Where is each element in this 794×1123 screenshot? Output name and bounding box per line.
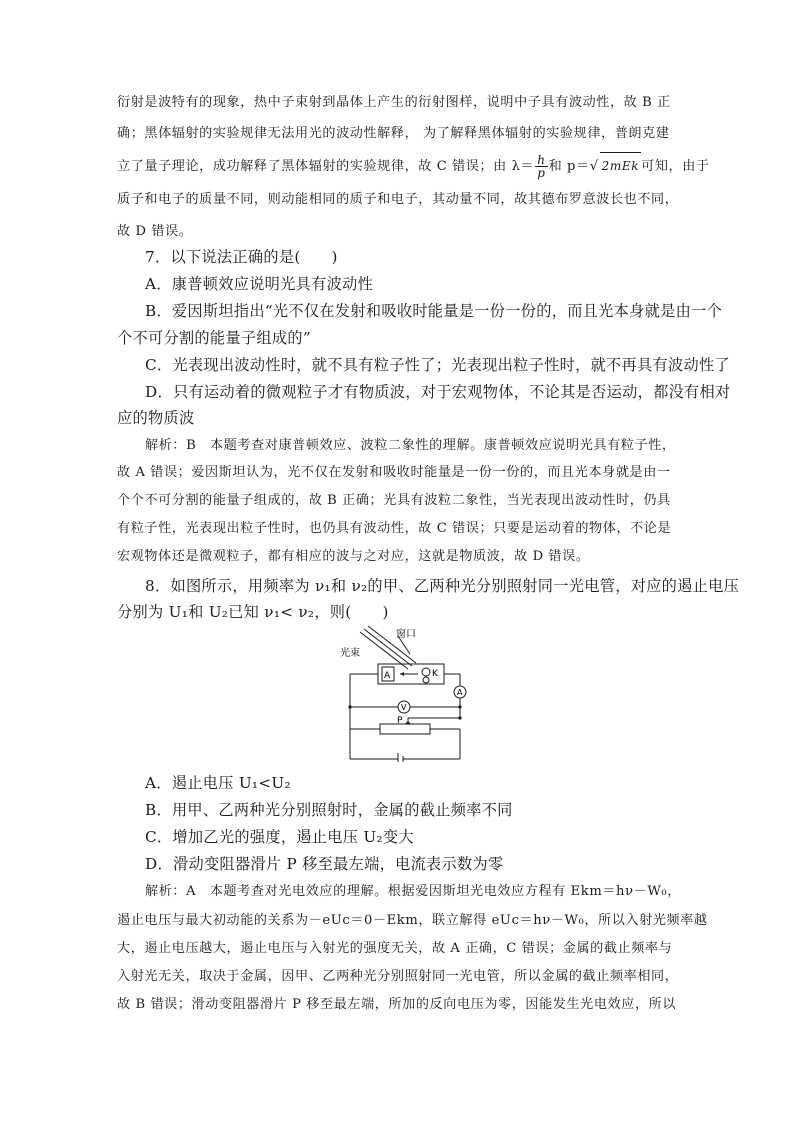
q8-option-b: B．用甲、乙两种光分别照射时，金属的截止频率不同	[145, 801, 513, 819]
q7-option-b-line2: 个不可分割的能量子组成的”	[117, 329, 311, 347]
fraction-numerator: h	[537, 153, 546, 167]
window-label: 窗口	[396, 629, 416, 640]
q7-option-b-line1: B．爱因斯坦指出“光不仅在发射和吸收时能量是一份一份的，而且光本身就是由一个	[145, 302, 723, 320]
fraction-denominator: p	[537, 166, 546, 180]
q8-option-d: D．滑动变阻器滑片 P 移至最左端，电流表示数为零	[145, 855, 504, 873]
phototube-circuit-figure	[338, 622, 478, 762]
beam-label: 光束	[340, 648, 360, 659]
q7-stem: 7．以下说法正确的是( )	[145, 248, 338, 266]
sol8-line4: 入射光无关，取决于金属，因甲、乙两种光分别照射同一光电管，所以金属的截止频率相同，	[117, 969, 679, 984]
q7-option-a: A．康普顿效应说明光具有波动性	[145, 275, 374, 293]
cathode-label: K	[432, 669, 438, 679]
q8-option-c: C．增加乙光的强度，遏止电压 U₂变大	[145, 828, 414, 846]
q8-stem-line1: 8．如图所示，用频率为 ν₁和 ν₂的甲、乙两种光分别照射同一光电管，对应的遏止电压	[145, 577, 740, 595]
q8-option-a: A．遏止电压 U₁<U₂	[145, 774, 291, 792]
q7-option-c: C．光表现出波动性时，就不具有粒子性了；光表现出粒子性时，就不再具有波动性了	[145, 356, 730, 374]
slider-label: P	[397, 716, 403, 726]
sol7-line1: 解析：B 本题考查对康普顿效应、波粒二象性的理解。康普顿效应说明光具有粒子性，	[145, 438, 676, 453]
sol6-line3-text-a: 立了量子理论，成功解释了黑体辐射的实验规律，故 C 错误；由 λ＝	[117, 159, 535, 174]
sol8-line2: 遏止电压与最大初动能的关系为－eUc＝0－Ekm，联立解得 eUc＝hν－W₀，所以入射光频率越	[117, 913, 708, 928]
rheostat	[380, 724, 430, 734]
sol6-line2: 确；黑体辐射的实验规律无法用光的波动性解释， 为了解释黑体辐射的实验规律，普朗克建	[117, 126, 670, 141]
sol7-line5: 宏观物体还是微观粒子，都有相应的波与之对应，这就是物质波，故 D 错误。	[117, 549, 590, 564]
sol7-line3: 个个不可分割的能量子组成的，故 B 正确；光具有波粒二象性，当光表现出波动性时，仍具	[117, 493, 671, 508]
sol8-line1: 解析：A 本题考查对光电效应的理解。根据爱因斯坦光电效应方程有 Ekm＝hν－W₀，	[145, 884, 681, 899]
momentum-sqrt: 2mEk	[600, 152, 641, 179]
ammeter-label: A	[457, 688, 463, 697]
sol8-line3: 大，遏止电压越大，遏止电压与入射光的强度无关，故 A 正确，C 错误；金属的截止频率与	[117, 941, 673, 956]
q8-stem-line2: 分别为 U₁和 U₂已知 ν₁< ν₂，则( )	[117, 603, 389, 621]
wavelength-fraction	[535, 154, 547, 179]
sol7-line2: 故 A 错误；爱因斯坦认为，光不仅在发射和吸收时能量是一份一份的，而且光本身就是由一	[117, 465, 671, 480]
sol8-line5: 故 B 错误；滑动变阻器滑片 P 移至最左端，所加的反向电压为零，因能发生光电效应，所以	[117, 997, 677, 1012]
electron-dot-2	[423, 677, 429, 683]
electron-dot-1	[422, 668, 430, 676]
q7-option-d-line1: D．只有运动着的微观粒子才有物质波，对于宏观物体，不论其是否运动，都没有相对	[145, 383, 731, 401]
sol6-line1: 衍射是波特有的现象，热中子束射到晶体上产生的衍射图样，说明中子具有波动性，故 B 正	[117, 95, 671, 110]
anode-label: A	[384, 671, 391, 681]
sol6-line3: 立了量子理论，成功解释了黑体辐射的实验规律，故 C 错误；由 λ＝ $\frac{h}{p}$ 和 p＝√ 2mEk 可知，由于	[117, 153, 710, 180]
sol6-line3-text-b: 和 p＝	[548, 159, 590, 174]
q7-option-d-line2: 应的物质波	[117, 409, 195, 427]
sol7-line4: 有粒子性，光表现出粒子性时，也仍具有波动性，故 C 错误；只要是运动着的物体，不论是	[117, 521, 672, 536]
voltmeter-label: V	[401, 703, 407, 712]
sol6-line3-text-c: 可知，由于	[641, 159, 710, 174]
sol6-line4: 质子和电子的质量不同，则动能相同的质子和电子，其动量不同，故其德布罗意波长也不同，	[117, 192, 679, 207]
sol6-line5: 故 D 错误。	[117, 224, 193, 239]
